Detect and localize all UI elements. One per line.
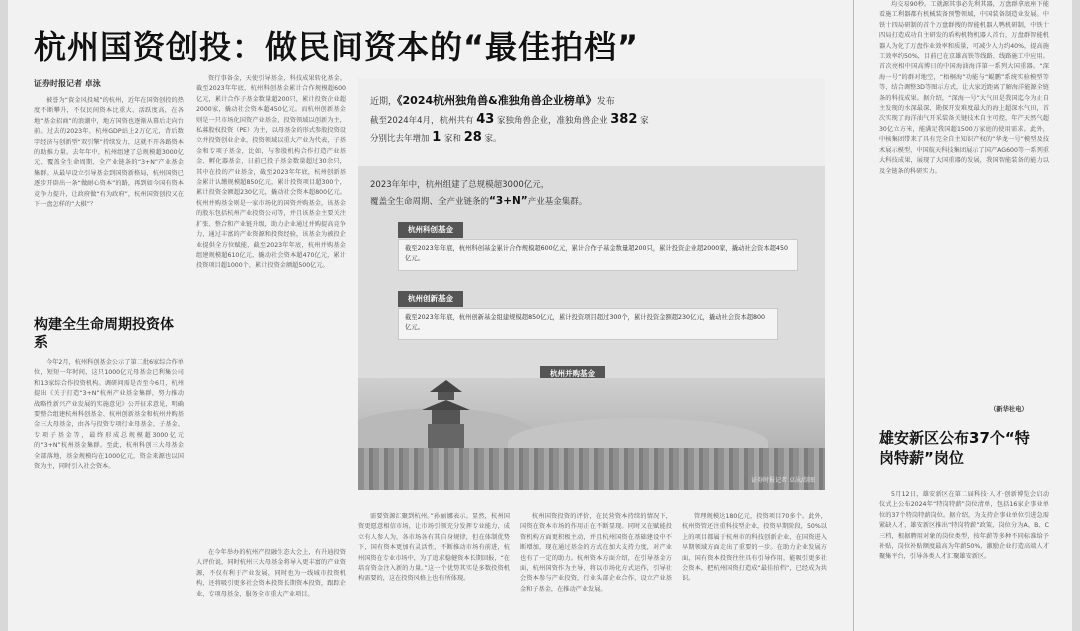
article-paragraph: 杭州国资投资的评价，在民营资本持续的情况下，国资在资本市场的作用正在不断显现。同时又在赋能投资机构方面更积极主动，并且杭州国资在基础建设中不断增加，现在通过基金的方式在加大支持力度，对产业也有了一定的助力。杭州资本方面介绍，在引导基金方面，杭州国资作为主导，将以市场化方式运作，引导社会资本参与产业投资，行业头部企业合作，设立产业基金和子基金，在推动产业发展。 [520,513,672,593]
article-column-1-bottom [34,358,184,626]
article-subhead: 构建全生命周期投资体系 [34,317,174,351]
article-column-3 [358,512,510,628]
infographic [358,78,825,490]
second-article-headline: 雄安新区公布37个“特岗特薪”岗位 [879,429,1030,467]
article-paragraph: 在今年举办的杭州产投融生态大会上，有升迪投资人评价说，同时杭州三大母基金将导入更丰富的产业资源，不仅有利于产业发展，同时也为一线城市投资机构，还将吸引更多社会资本投资长期资本投资，跟踪企业，专项母基金，服务全市重大产业项目。 [196,549,346,598]
article-byline: 证券时报记者 卓泳 [34,79,101,88]
page-left-edge [0,0,8,631]
fund-tag-chuangxin: 杭州创新基金 [398,291,463,307]
pagoda-roof-middle [422,400,470,410]
fund-tag-binggou: 杭州并购基金 [540,366,605,382]
article-paragraph: 需要资源汇聚到杭州。”孙丽娜表示。显然，杭州国资更愿意相信市场，让市场引领充分发挥专业能力，成立有人参人为，各市场各有其自身规律，但在体制优势下，国有资本更加有灵活性，不断推动市场有前进，杭州国资在专业市场中，为了追求稳健资本长期回报，“在培育资金注入新的力量。”这一个优势其实是多数投资机构需要的，这在投资风格上也有所体现。 [358,513,510,583]
news-source: （新华社电） [990,406,1028,413]
pagoda-roof-top [430,380,462,392]
west-lake-photo [358,378,825,490]
article-column-5 [682,512,827,628]
fund-box-chuangxin: 截至2023年年底，杭州创新基金组建规模超850亿元，累计投资项目超过300个，累计投资金额超230亿元，撬动社会资本超800亿元。 [398,308,778,340]
article-headline: 杭州国资创投：做民间资本的“最佳拍档” [34,28,640,66]
infographic-line-3: 分别比去年增加 1 家和 28 家。 [370,130,502,145]
article-column-2-bottom [196,548,346,628]
pagoda-base [428,424,464,448]
right-column-bottom [879,490,1049,630]
fund-box-kechuang: 截至2023年年底，杭州科创基金累计合作规模超600亿元，累计合作子基金数量超200只，累计投资企业超2000家，撬动社会资本超450亿元。 [398,239,798,271]
article-paragraph: 被誉为“資金风投城”的杭州，近年在国资创投的热度不断攀升，不仅民间资本比重大、活跃度高，在各地“基金招商”的浪潮中，地方国资也逐渐从幕后走向台前。过去的2023年，杭州GDP站上2万亿元，背后数字经济与创新型“双引擎”持续发力，这就不开各路资本的助推力量。去年年中，杭州组建了总规模超3000亿元、覆盖全生命周期、全产业链条的“3+N”产业基金集群。从最早设立引导基金到国资新格局，杭州国资已逐步开辟出一条“做耐心资本”的路，再到如今国有资本竞争力提升，让政府做“有为政府”，杭州国资创投又在下一盘怎样的“大棋”？ [34,97,184,209]
photo-credit: 证券时报记者 卓泳/制图 [751,477,815,484]
pagoda-upper-floor [438,392,454,400]
infographic-summary-1: 2023年年中，杭州组建了总规模超3000亿元， [370,180,550,190]
right-column-top [879,0,1049,400]
infographic-summary-2: 覆盖全生命周期、全产业链条的“3+N”产业基金集群。 [370,195,588,207]
column-divider [853,0,854,631]
article-paragraph: 均交易90秒。工就源其事必先利其器，万盘群拿底座下能看施工利器都有机械装备预警领域，中国装备制造业发展。中铁十四局研制的首个万盘群搜的智能机器人鸭机研制，中铁十四局打造成功自主研发的盾构机物机器人首台，万盘群智能机器人为化了万盘作业效率和质量，可减少人力约40%，提高施工效率约50%，目前已在京雄高铁等线路、线路施工中应用。首次亮相中国高博日的中国海油海洋第一系列大国重器。“深海一号”的群对地空，“梧桐海”功能与“鲲鹏”系统实验模型等等，结合调整3D等图示方式，让大家近距离了解海洋能源全链条的科技成果。据介绍，“深海一号”大气田是我国迄今为止自主发现的水深最深、勘探开发难度最大的海上超深水气田，首次实现了海洋油气开采装备关键技术自主可控，年产天然气超30亿立方米，能满足我国超1500万家庭的使用需求。此外，中核集团带来了具有完全自主知识产权的“华龙一号”模型及技术展示模型，中国航天科技集团展示了国产AG600等一系列重大科技成果，展现了大国重器的发展，我国智能装备的能力以及全链条的科研实力。 [879,1,1049,175]
article-column-2 [196,74,346,544]
fund-tag-kechuang: 杭州科创基金 [398,222,463,238]
article-column-4 [520,512,672,628]
article-column-1-top [34,96,184,308]
article-paragraph: 资行事备金，天使引导基金，科技成果转化基金。截至2023年年底，杭州科创基金累计合作规模超600亿元，累计合作子基金数量超200只，累计投资企业超2000家，撬动社会资本超450亿元。而杭州创新基金则是一只市场化国资产业基金，投资领域以创新为主，私募股权投资（PE）为主，以母基金的形式参股投资设立并投资创业企业，投资领域以重大产业为代表，子基金和专项子基金，比如，与参股机构合作打造产业基金、孵化器基金，日前已投子基金数量超过30余只，其中在投的产业基金，截至2023年年底，杭州创新基金累计认缴规模超850亿元，累计投资项目超300个，累计投资金额超230亿元，撬动社会资本超800亿元。杭州并购基金则是一家市场化的国资并购基金，该基金的股东包括杭州产业投资公司等，并且该基金主要关注扩张、整合和产业链升级，助力企业通过并购提高竞争力，通过丰富的产业资源和投资经验，该基金为被投企业提供全方位赋能，截至2023年年底，杭州并购基金组建规模超610亿元，撬动社会资本超470亿元，累计投资项目超1000个，累计投资金额超500亿元。 [196,75,346,270]
infographic-line-2: 截至2024年4月，杭州共有 43 家独角兽企业，准独角兽企业 382 家 [370,112,649,127]
page-right-edge [1072,0,1080,631]
infographic-line-1: 近期，《2024杭州独角兽&准独角兽企业榜单》发布 [370,94,615,107]
article-paragraph: 管理规模达180亿元，投资项目70多个。此外，杭州资管还注重科技型企业，投资早期阶段，50%以上的项目都属于杭州市的科技创新企业，在国资进入早期领域方面走出了重要的一步。在助力企业发展方面，国有资本投资往往具有引导作用，能吸引更多社会资本，把杭州国资打造成“最佳拍档”，已经成为共识。 [682,513,827,583]
pagoda-lower-floor [432,410,460,424]
article-paragraph: 5月12日，雄安新区在第二届科技·人才·创新博览会启动仪式上公布2024年“特岗特薪”岗位清单，包括16家企事业单位的37个特岗特薪岗位。据介绍，为支持企事业单位引进急需紧缺人才，雄安新区推出“特岗特薪”政策，岗位分为A、B、C三档，根据聘用对象的岗位类型，按年薪等多种不同标准给予补贴，岗位补贴额度最高为年薪50%，激励企业打造高端人才聚集平台，引导各类人才汇聚雄安新区。 [879,491,1049,561]
article-paragraph: 今年2月，杭州科创基金公示了第二批6家综合作单位，短短一年时间，这只1000亿元母基金已利集公司和13家综合作投资机构。调研问需是否至今6月，杭州提出《关于打造“3+N”杭州产业基金集群，努力推动战略性新兴产业发展的实施意见》公开征求意见，明确要整合组建杭州科创基金、杭州创新基金和杭州并购基金三大母基金，由各与投资专项行业母基金、子基金、专项子基金等，最终形成总规模超3000亿元的“3+N”杭州基金集群。至此，杭州科创三大母基金全部落地，基金规模均在1000亿元，资金来源也以国资为主，同时引入社会资本。 [34,359,184,471]
